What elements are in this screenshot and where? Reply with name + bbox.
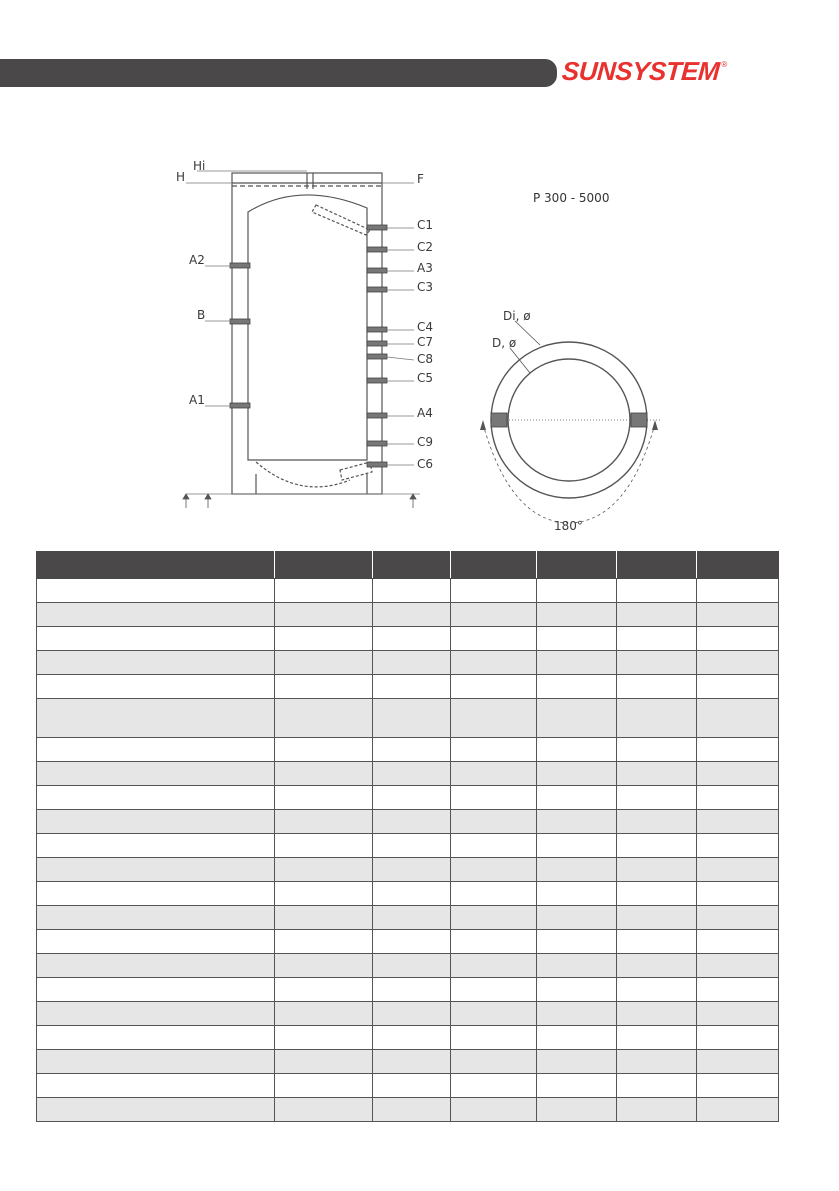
table-cell [697, 651, 779, 675]
table-cell [697, 1002, 779, 1026]
table-row [37, 762, 779, 786]
table-cell [537, 627, 617, 651]
label-a4: A4 [417, 406, 433, 420]
table-cell [37, 978, 275, 1002]
table-cell [373, 699, 451, 738]
table-cell [537, 738, 617, 762]
model-label: P 300 - 5000 [533, 191, 610, 205]
table-cell [697, 786, 779, 810]
table-cell [275, 810, 373, 834]
table-cell [617, 810, 697, 834]
table-header-row [37, 552, 779, 579]
table-cell [37, 579, 275, 603]
table-cell [617, 1074, 697, 1098]
table-cell [373, 627, 451, 651]
table-cell [37, 1074, 275, 1098]
table-cell [451, 1050, 537, 1074]
table-cell [537, 675, 617, 699]
tank-diagram [0, 0, 839, 540]
table-cell [697, 675, 779, 699]
table-row [37, 858, 779, 882]
label-d: D, ø [492, 336, 517, 350]
table-cell [37, 882, 275, 906]
table-cell [37, 1098, 275, 1122]
table-cell [537, 954, 617, 978]
table-cell [373, 954, 451, 978]
table-cell [617, 579, 697, 603]
table-cell [451, 906, 537, 930]
table-cell [697, 699, 779, 738]
table-cell [275, 1002, 373, 1026]
table-cell [697, 579, 779, 603]
table-cell [275, 882, 373, 906]
label-f: F [417, 172, 424, 186]
table-cell [275, 699, 373, 738]
table-cell [617, 858, 697, 882]
table-cell [37, 858, 275, 882]
table-cell [451, 834, 537, 858]
table-cell [451, 930, 537, 954]
table-row [37, 675, 779, 699]
table-cell [37, 810, 275, 834]
brand-name: SUNSYSTEM [560, 56, 721, 86]
tank-inner-vessel [248, 195, 367, 460]
label-di: Di, ø [503, 309, 531, 323]
table-cell [275, 738, 373, 762]
table-cell [537, 1002, 617, 1026]
table-cell [275, 1074, 373, 1098]
table-cell [275, 786, 373, 810]
table-cell [697, 954, 779, 978]
table-cell [275, 1050, 373, 1074]
table-row [37, 1002, 779, 1026]
label-angle: 180° [554, 519, 583, 533]
table-cell [537, 699, 617, 738]
table-cell [37, 930, 275, 954]
table-cell [275, 954, 373, 978]
table-cell [37, 906, 275, 930]
table-cell [451, 810, 537, 834]
table-cell [275, 1098, 373, 1122]
table-row [37, 699, 779, 738]
table-row [37, 978, 779, 1002]
table-cell [697, 930, 779, 954]
table-cell [275, 906, 373, 930]
table-cell [537, 1098, 617, 1122]
table-row [37, 627, 779, 651]
table-cell [37, 786, 275, 810]
table-cell [373, 858, 451, 882]
table-cell [537, 810, 617, 834]
table-cell [275, 762, 373, 786]
table-cell [275, 858, 373, 882]
table-row [37, 738, 779, 762]
table-cell [37, 954, 275, 978]
table-cell [617, 675, 697, 699]
table-cell [373, 1074, 451, 1098]
table-cell [373, 810, 451, 834]
table-cell [537, 786, 617, 810]
table-row [37, 930, 779, 954]
table-cell [37, 834, 275, 858]
table-cell [37, 762, 275, 786]
table-cell [697, 978, 779, 1002]
table-cell [275, 651, 373, 675]
table-cell [697, 810, 779, 834]
table-cell [275, 603, 373, 627]
label-c1: C1 [417, 218, 434, 232]
table-cell [537, 603, 617, 627]
label-c3: C3 [417, 280, 434, 294]
label-c7: C7 [417, 335, 434, 349]
table-row [37, 603, 779, 627]
table-cell [373, 738, 451, 762]
table-cell [451, 1098, 537, 1122]
label-a1: A1 [189, 393, 205, 407]
table-cell [617, 651, 697, 675]
table-cell [697, 834, 779, 858]
table-cell [373, 1002, 451, 1026]
table-cell [373, 651, 451, 675]
table-cell [37, 651, 275, 675]
table-cell [617, 834, 697, 858]
table-cell [451, 738, 537, 762]
table-cell [451, 954, 537, 978]
table-cell [537, 762, 617, 786]
table-row [37, 579, 779, 603]
label-c5: C5 [417, 371, 434, 385]
table-cell [373, 906, 451, 930]
table-cell [451, 762, 537, 786]
table-cell [537, 1026, 617, 1050]
table-cell [617, 1002, 697, 1026]
label-a3: A3 [417, 261, 433, 275]
table-cell [537, 1074, 617, 1098]
label-c9: C9 [417, 435, 434, 449]
table-cell [617, 762, 697, 786]
table-cell [275, 978, 373, 1002]
table-cell [537, 858, 617, 882]
table-cell [617, 906, 697, 930]
table-cell [373, 603, 451, 627]
table-row [37, 1050, 779, 1074]
table-cell [697, 858, 779, 882]
table-row [37, 834, 779, 858]
table-cell [37, 675, 275, 699]
table-cell [451, 603, 537, 627]
table-cell [275, 834, 373, 858]
table-cell [275, 627, 373, 651]
table-cell [617, 603, 697, 627]
table-cell [617, 1098, 697, 1122]
table-cell [37, 1002, 275, 1026]
label-a2: A2 [189, 253, 205, 267]
table-cell [451, 699, 537, 738]
table-row [37, 1098, 779, 1122]
table-cell [617, 954, 697, 978]
brand-registered-mark: ® [721, 60, 728, 69]
table-cell [373, 978, 451, 1002]
table-cell [275, 675, 373, 699]
table-cell [537, 651, 617, 675]
label-c4: C4 [417, 320, 434, 334]
table-cell [451, 882, 537, 906]
table-row [37, 651, 779, 675]
table-cell [617, 627, 697, 651]
table-cell [537, 882, 617, 906]
table-cell [697, 1074, 779, 1098]
table-cell [451, 1002, 537, 1026]
table-row [37, 954, 779, 978]
spec-table [36, 551, 779, 1122]
table-cell [537, 1050, 617, 1074]
table-cell [537, 978, 617, 1002]
label-c6: C6 [417, 457, 434, 471]
table-cell [617, 882, 697, 906]
table-cell [537, 834, 617, 858]
table-cell [373, 882, 451, 906]
table-cell [451, 786, 537, 810]
table-row [37, 1074, 779, 1098]
table-cell [451, 675, 537, 699]
table-cell [697, 603, 779, 627]
table-cell [451, 651, 537, 675]
table-cell [373, 1026, 451, 1050]
table-cell [451, 627, 537, 651]
table-row [37, 1026, 779, 1050]
table-cell [275, 930, 373, 954]
table-cell [451, 579, 537, 603]
table-cell [37, 1026, 275, 1050]
label-hi: Hi [193, 159, 206, 173]
table-cell [617, 1050, 697, 1074]
table-cell [373, 834, 451, 858]
table-cell [373, 675, 451, 699]
table-cell [275, 1026, 373, 1050]
label-b: B [197, 308, 206, 322]
label-h: H [176, 170, 186, 184]
table-cell [617, 1026, 697, 1050]
table-cell [373, 762, 451, 786]
table-cell [275, 579, 373, 603]
table-cell [697, 1098, 779, 1122]
label-c8: C8 [417, 352, 434, 366]
table-cell [697, 762, 779, 786]
table-row [37, 906, 779, 930]
table-cell [373, 786, 451, 810]
table-cell [537, 906, 617, 930]
table-row [37, 786, 779, 810]
table-cell [697, 906, 779, 930]
table-cell [37, 627, 275, 651]
table-cell [37, 1050, 275, 1074]
table-cell [697, 627, 779, 651]
table-row [37, 810, 779, 834]
table-cell [697, 738, 779, 762]
table-cell [373, 579, 451, 603]
table-cell [451, 1074, 537, 1098]
table-cell [697, 882, 779, 906]
table-cell [451, 858, 537, 882]
table-cell [617, 699, 697, 738]
tank-outer-shell [232, 173, 382, 494]
table-row [37, 882, 779, 906]
table-cell [373, 1050, 451, 1074]
table-cell [451, 978, 537, 1002]
table-cell [697, 1026, 779, 1050]
table-cell [37, 603, 275, 627]
label-c2: C2 [417, 240, 434, 254]
table-cell [537, 930, 617, 954]
table-cell [617, 786, 697, 810]
table-cell [697, 1050, 779, 1074]
table-cell [617, 930, 697, 954]
table-cell [617, 738, 697, 762]
table-cell [37, 738, 275, 762]
table-cell [451, 1026, 537, 1050]
table-cell [37, 699, 275, 738]
table-cell [617, 978, 697, 1002]
table-cell [537, 579, 617, 603]
table-cell [373, 1098, 451, 1122]
table-cell [373, 930, 451, 954]
